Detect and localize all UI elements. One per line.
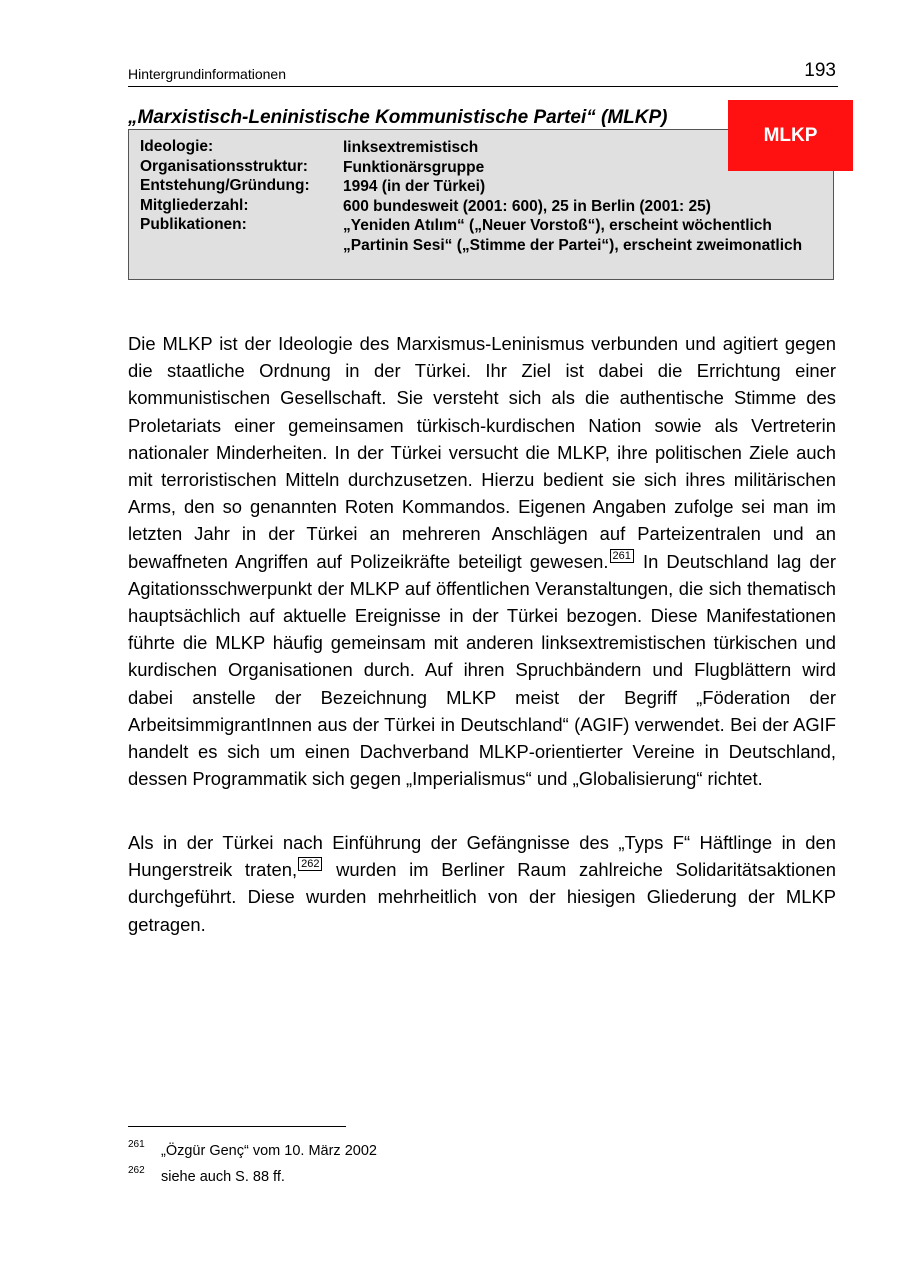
paragraph-text: Die MLKP ist der Ideologie des Marxismus-Leninismus verbunden und agitiert gegen die staatliche Ordnung in der Türkei. Ihr Ziel ist dabei die Errichtung einer kommunistischen Gesellschaft. Sie versteht sich als die authentische Stimme des Proletariats einer gemeinsamen türkisch-kurdischen Nation sowie als Vertreterin nationaler Minderheiten. In der Türkei versucht die MLKP, ihre politischen Ziele auch mit terroristischen Mitteln durchzusetzen. Hierzu bedient sie sich ihres militärischen Arms, den so genannten Roten Kommandos. Eigenen Angaben zufolge sei man im letzten Jahr in der Türkei an mehreren Anschlägen auf Parteizentralen und an bewaffneten Angriffen auf Polizeikräfte beteiligt gewesen.: [128, 333, 836, 572]
info-label: Organisationsstruktur:: [140, 157, 308, 175]
info-value: Funktionärsgruppe: [343, 158, 485, 176]
footnote-text: siehe auch S. 88 ff.: [161, 1169, 285, 1185]
footnote-text: „Özgür Genç“ vom 10. März 2002: [161, 1143, 377, 1159]
info-value: [343, 216, 823, 255]
info-value: linksextremistisch: [343, 139, 479, 156]
info-label: Ideologie:: [140, 138, 214, 155]
footnote-number: 262: [128, 1165, 145, 1176]
info-label: Entstehung/Gründung:: [140, 177, 310, 194]
info-label: Publikationen:: [140, 216, 247, 233]
section-title: „Marxistisch-Leninistische Kommunistische Partei“ (MLKP): [128, 107, 668, 128]
info-value: 600 bundesweit (2001: 600), 25 in Berlin (2001: 25): [343, 197, 711, 215]
running-header: Hintergrundinformationen: [128, 66, 286, 82]
footnote-ref-262[interactable]: 262: [298, 857, 322, 871]
paragraph-text: wurden im Berliner Raum zahlreiche Solidaritätsaktionen durchgeführt. Diese wurden mehrheitlich von der hiesigen Gliederung der MLKP getragen.: [128, 859, 836, 935]
footnote-ref-261[interactable]: 261: [610, 549, 634, 563]
paragraph-1: [128, 330, 836, 792]
page-header: [128, 62, 838, 87]
page-number: 193: [804, 60, 836, 81]
footnote-number: 261: [128, 1139, 145, 1150]
info-label: Mitgliederzahl:: [140, 196, 249, 214]
publication-1: „Yeniden Atılım“ („Neuer Vorstoß“), erscheint wöchentlich: [343, 217, 772, 234]
footnote-divider: [128, 1126, 346, 1127]
info-value: 1994 (in der Türkei): [343, 178, 486, 195]
publication-2: „Partinin Sesi“ („Stimme der Partei“), erscheint zweimonatlich: [343, 236, 803, 254]
org-badge: MLKP: [728, 100, 853, 171]
paragraph-text: Als in der Türkei nach Einführung der Gefängnisse des „Typs F“ Häftlinge in den Hungerstreik traten,: [128, 832, 836, 881]
paragraph-text: In Deutschland lag der Agitationsschwerpunkt der MLKP auf öffentlichen Veranstaltungen, die sich thematisch hauptsächlich auf aktuelle Ereignisse in der Türkei bezogen. Diese Manifestationen führte die MLKP häufig gemeinsam mit anderen linksextremistischen türkischen und kurdischen Organisationen durch. Auf ihren Spruchbändern und Flugblättern wird dabei anstelle der Bezeichnung MLKP meist der Begriff „Föderation der ArbeitsimmigrantInnen aus der Türkei in Deutschland“ (AGIF) verwendet. Bei der AGIF handelt es sich um einen Dachverband MLKP-orientierter Vereine in Deutschland, dessen Programmatik sich gegen „Imperialismus“ und „Globalisierung“ richtet.: [128, 550, 836, 790]
paragraph-2: [128, 829, 836, 938]
